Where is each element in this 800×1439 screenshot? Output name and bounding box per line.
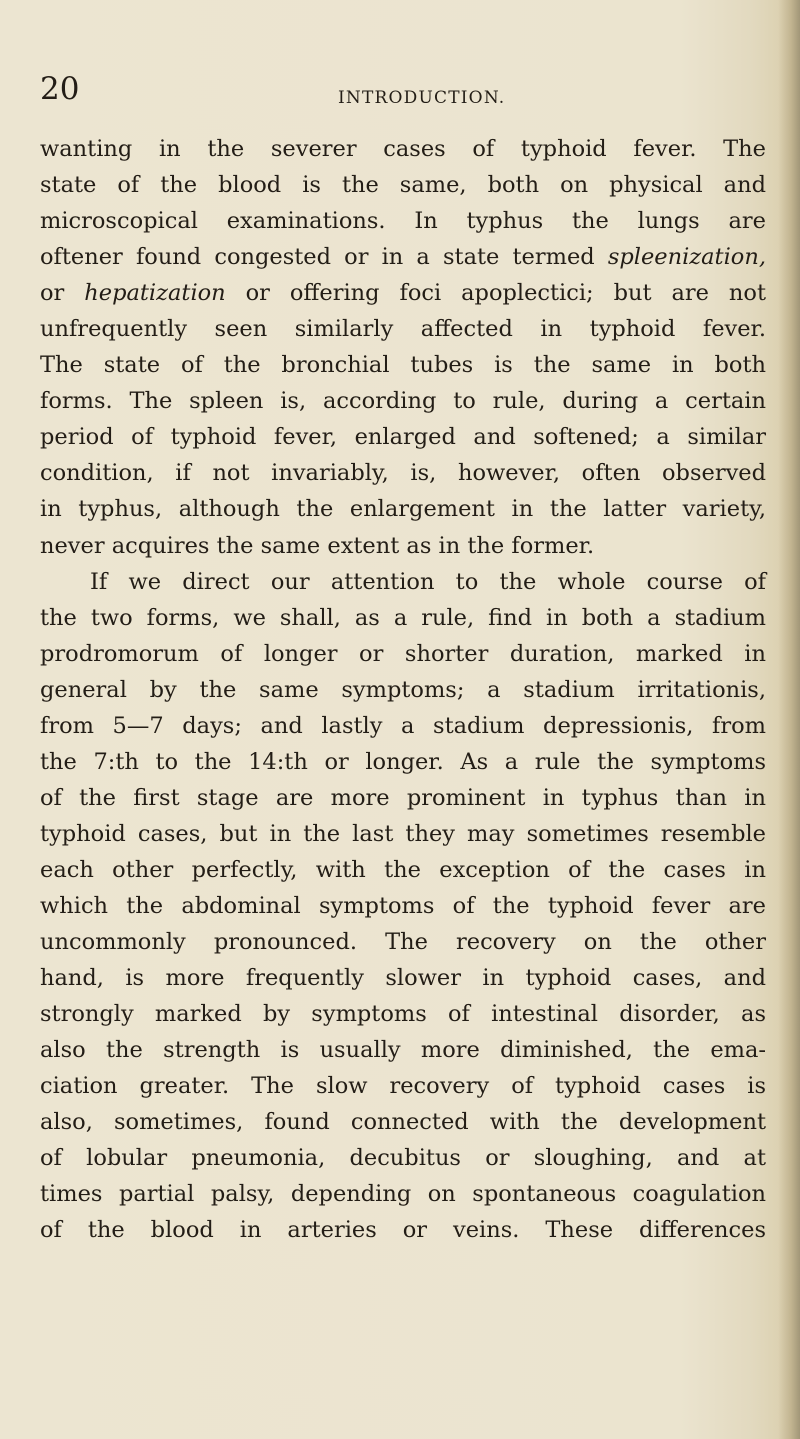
text-line: If we direct our attention to the whole course of xyxy=(90,568,766,595)
text-line: of the first stage are more prominent in typhus than in xyxy=(40,784,766,811)
text-line: never acquires the same extent as in the former. xyxy=(40,532,595,559)
text-line: typhoid cases, but in the last they may sometimes resemble xyxy=(40,820,766,847)
text-line: each other perfectly, with the exception of the cases in xyxy=(40,856,766,883)
page-number: 20 xyxy=(40,71,80,107)
text-line: general by the same symptoms; a stadium irritationis, xyxy=(40,676,766,703)
running-head: INTRODUCTION. xyxy=(338,88,506,108)
text-line: from 5—7 days; and lastly a stadium depressionis, from xyxy=(40,712,766,739)
text-line: the 7:th to the 14:th or longer. As a rule the symptoms xyxy=(40,748,766,775)
page-header xyxy=(0,71,800,114)
text-line: state of the blood is the same, both on physical and xyxy=(40,172,766,199)
text-line: period of typhoid fever, enlarged and softened; a similar xyxy=(40,424,766,451)
text-line: prodromorum of longer or shorter duration, marked in xyxy=(40,640,766,667)
text-line: condition, if not invariably, is, however, often observed xyxy=(40,460,766,487)
text-line: hand, is more frequently slower in typhoid cases, and xyxy=(40,965,766,992)
text-line: also, sometimes, found connected with the development xyxy=(40,1109,766,1136)
text-line: which the abdominal symptoms of the typhoid fever are xyxy=(40,892,766,919)
text-line: the two forms, we shall, as a rule, find in both a stadium xyxy=(40,604,766,631)
text-line: microscopical examinations. In typhus the lungs are xyxy=(40,208,766,235)
text-run: or offering foci apoplectici; but are not xyxy=(225,280,766,307)
text-line: ciation greater. The slow recovery of typhoid cases is xyxy=(40,1073,766,1100)
text-line xyxy=(40,239,766,275)
text-line: also the strength is usually more diminished, the ema- xyxy=(40,1037,766,1064)
text-line: forms. The spleen is, according to rule, during a certain xyxy=(40,388,766,415)
text-line: times partial palsy, depending on spontaneous coagulation xyxy=(40,1181,766,1208)
italic-term: hepatization xyxy=(84,280,226,307)
body-text xyxy=(40,131,766,1248)
text-line: of the blood in arteries or veins. These differences xyxy=(40,1217,766,1244)
italic-term: spleenization, xyxy=(607,244,766,271)
text-run: oftener found congested or in a state termed xyxy=(40,244,608,271)
text-run: or xyxy=(40,280,85,307)
text-line: of lobular pneumonia, decubitus or sloughing, and at xyxy=(40,1145,766,1172)
text-line: wanting in the severer cases of typhoid fever. The xyxy=(40,136,766,162)
text-line: unfrequently seen similarly affected in typhoid fever. xyxy=(40,316,766,343)
text-line: uncommonly pronounced. The recovery on the other xyxy=(40,929,766,956)
text-line xyxy=(40,275,766,311)
text-line: strongly marked by symptoms of intestinal disorder, as xyxy=(40,1001,766,1028)
text-line: The state of the bronchial tubes is the same in both xyxy=(40,352,766,379)
text-line: in typhus, although the enlargement in the latter variety, xyxy=(40,496,766,523)
page-gutter-shadow xyxy=(778,0,800,1439)
